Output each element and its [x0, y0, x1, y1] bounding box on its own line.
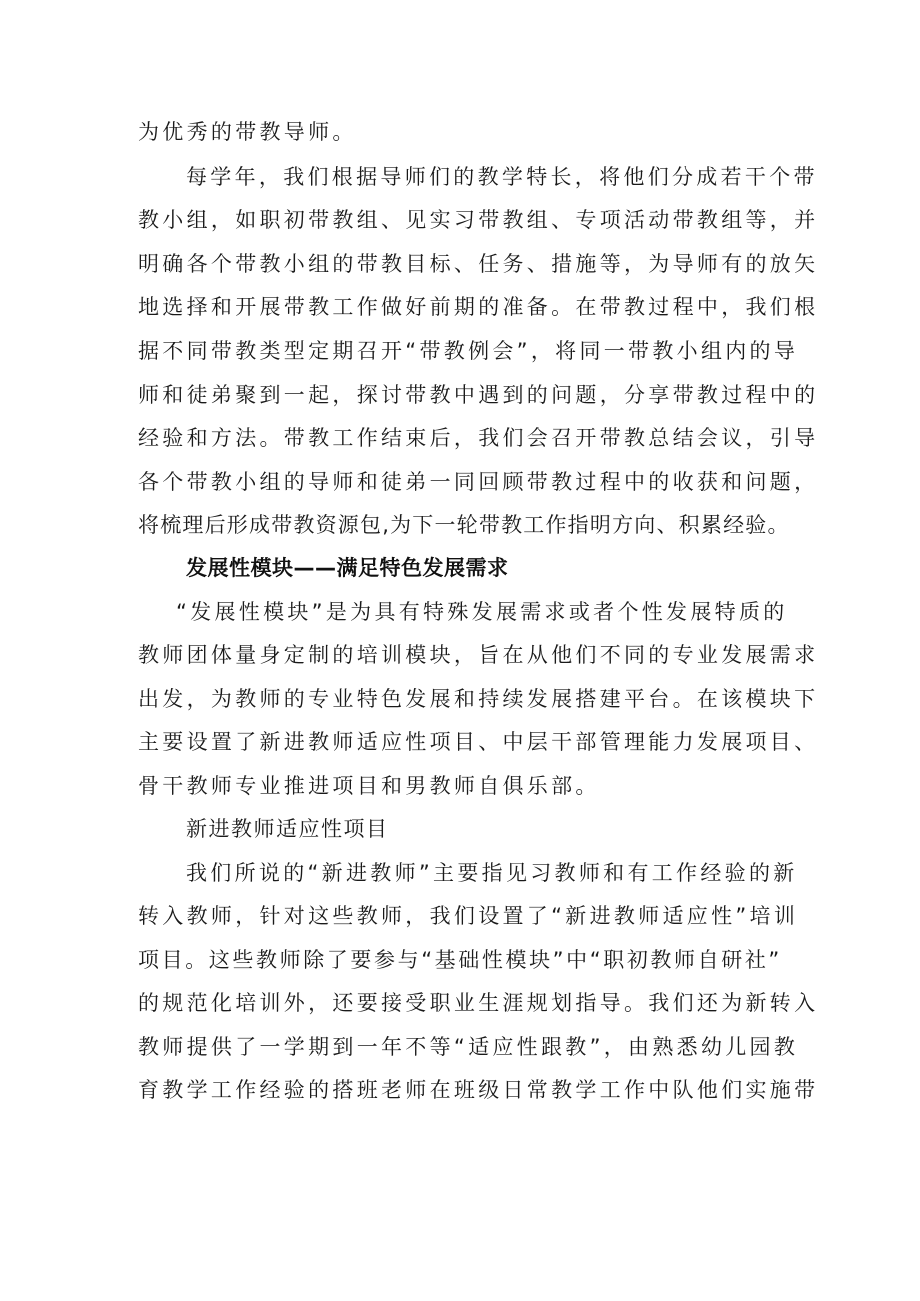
paragraph-4-line-3: 项目。这些教师除了要参与“基础性模块”中“职初教师自研社”: [138, 948, 782, 972]
paragraph-1-line-1: 为优秀的带教导师。: [138, 120, 357, 144]
paragraph-2-line-7: 经验和方法。带教工作结束后，我们会召开带教总结会议，引导: [138, 426, 819, 450]
paragraph-3-line-3: 出发，为教师的专业特色发展和持续发展搭建平台。在该模块下: [138, 687, 819, 711]
subheading-new-teachers: 新进教师适应性项目: [186, 817, 389, 841]
paragraph-2-line-2: 教小组，如职初带教组、见实习带教组、专项活动带教组等，并: [138, 208, 819, 232]
paragraph-2-line-3: 明确各个带教小组的带教目标、任务、措施等，为导师有的放矢: [138, 252, 819, 276]
paragraph-4-line-4: 的规范化培训外，还要接受职业生涯规划指导。我们还为新转入: [138, 991, 819, 1015]
paragraph-4-line-6: 育教学工作经验的搭班老师在班级日常教学工作中队他们实施带: [138, 1078, 819, 1102]
paragraph-3-line-1: “发展性模块”是为具有特殊发展需求或者个性发展特质的: [176, 600, 788, 624]
paragraph-3-line-4: 主要设置了新进教师适应性项目、中层干部管理能力发展项目、: [138, 730, 819, 754]
paragraph-4-line-1: 我们所说的“新进教师”主要指见习教师和有工作经验的新: [186, 861, 798, 885]
paragraph-2-line-4: 地选择和开展带教工作做好前期的准备。在带教过程中，我们根: [138, 295, 819, 319]
paragraph-2-line-5: 据不同带教类型定期召开“带教例会”，将同一带教小组内的导: [138, 339, 799, 363]
paragraph-2-line-6: 师和徒弟聚到一起，探讨带教中遇到的问题，分享带教过程中的: [138, 383, 819, 407]
paragraph-4-line-5: 教师提供了一学期到一年不等“适应性跟教”，由熟悉幼儿园教: [138, 1035, 799, 1059]
paragraph-2-line-1: 每学年，我们根据导师们的教学特长，将他们分成若干个带: [186, 165, 818, 189]
paragraph-3-line-2: 教师团体量身定制的培训模块，旨在从他们不同的专业发展需求: [138, 643, 819, 667]
paragraph-3-line-5: 骨干教师专业推进项目和男教师自俱乐部。: [138, 774, 600, 798]
paragraph-4-line-2: 转入教师，针对这些教师，我们设置了“新进教师适应性”培训: [138, 904, 799, 928]
section-heading: 发展性模块——满足特色发展需求: [186, 556, 509, 580]
paragraph-2-line-9: 将梳理后形成带教资源包,为下一轮带教工作指明方向、积累经验。: [138, 513, 790, 537]
paragraph-2-line-8: 各个带教小组的导师和徒弟一同回顾带教过程中的收获和问题，: [138, 470, 819, 494]
